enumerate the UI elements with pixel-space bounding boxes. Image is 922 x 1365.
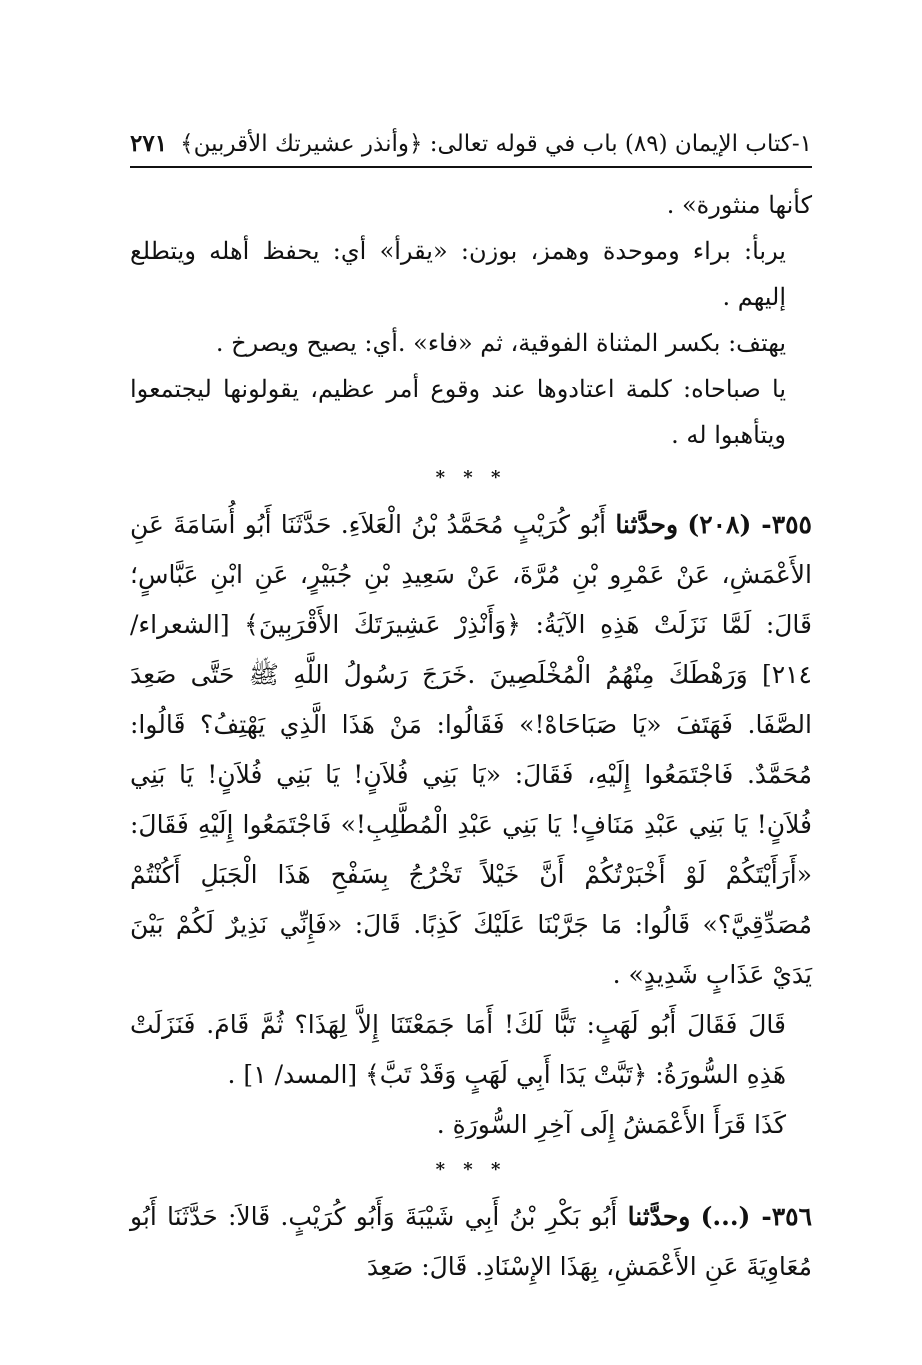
- hadith-356: [130, 1192, 812, 1292]
- hadith-356-paragraph: [130, 1192, 812, 1292]
- hadith-text: أَبُو بَكْرِ بْنُ أَبِي شَيْبَةَ وَأَبُو كُرَيْبٍ. قَالاَ: حَدَّثَنَا أَبُو مُعَاوِيَةَ عَنِ الأَعْمَشِ، بِهَذَا الإِسْنَادِ. قَالَ: صَعِدَ: [130, 1202, 812, 1281]
- page-body: [130, 182, 812, 1292]
- hadith-number: ٣٥٥- (٢٠٨): [687, 510, 812, 539]
- hadith-number: ٣٥٦- (...): [700, 1202, 813, 1231]
- glossary-line-1: كأنها منثورة» .: [666, 191, 812, 219]
- page-number: ٢٧١: [130, 130, 168, 157]
- glossary-entry-ya-sabahah: يا صباحاه: كلمة اعتادوها عند وقوع أمر عظيم، يقولونها ليجتمعوا ويتأهبوا له .: [130, 375, 787, 449]
- hadith-text: أَبُو كُرَيْبٍ مُحَمَّدُ بْنُ الْعَلاَءِ. حَدَّثَنَا أَبُو أُسَامَةَ عَنِ الأَعْمَشِ، عَنْ عَمْرِو بْنِ مُرَّةَ، عَنْ سَعِيدِ بْنِ جُبَيْرٍ، عَنِ ابْنِ عَبَّاسٍ؛ قَالَ: لَمَّا نَزَلَتْ هَذِهِ الآيَةُ: ﴿وَأَنْذِرْ عَشِيرَتَكَ الأَقْرَبِينَ﴾ [الشعراء/ ٢١٤] وَرَهْطَكَ مِنْهُمُ الْمُخْلَصِينَ .خَرَجَ رَسُولُ اللَّهِ ﷺ حَتَّى صَعِدَ الصَّفَا. فَهَتَفَ «يَا صَبَاحَاهْ!» فَقَالُوا: مَنْ هَذَا الَّذِي يَهْتِفُ؟ قَالُوا: مُحَمَّدٌ. فَاجْتَمَعُوا إِلَيْهِ، فَقَالَ: «يَا بَنِي فُلاَنٍ! يَا بَنِي فُلاَنٍ! يَا بَنِي فُلاَنٍ! يَا بَنِي عَبْدِ مَنَافٍ! يَا بَنِي عَبْدِ الْمُطَّلِبِ!» فَاجْتَمَعُوا إِلَيْهِ فَقَالَ: «أَرَأَيْتَكُمْ لَوْ أَخْبَرْتُكُمْ أَنَّ خَيْلاً تَخْرُجُ بِسَفْحِ هَذَا الْجَبَلِ أَكُنْتُمْ مُصَدِّقِيَّ؟» قَالُوا: مَا جَرَّبْنَا عَلَيْكَ كَذِبًا. قَالَ: «فَإِنِّي نَذِيرٌ لَكُمْ بَيْنَ يَدَيْ عَذَابٍ شَدِيدٍ» .: [130, 510, 812, 989]
- hadith-355-paragraph-3: كَذَا قَرَأَ الأَعْمَشُ إِلَى آخِرِ السُّورَةِ .: [436, 1110, 786, 1139]
- section-separator-2: * * *: [435, 1159, 507, 1180]
- section-separator: * * *: [435, 467, 507, 488]
- hadith-intro: وحدَّثنا: [615, 510, 679, 539]
- hadith-intro: وحدَّثنا: [627, 1202, 691, 1231]
- book-page: [130, 128, 812, 1292]
- hadith-355-paragraph-2: قَالَ فَقَالَ أَبُو لَهَبٍ: تَبًّا لَكَ! أَمَا جَمَعْتَنَا إِلاَّ لِهَذَا؟ ثُمَّ قَامَ. فَنَزَلَتْ هَذِهِ السُّورَةُ: ﴿تَبَّتْ يَدَا أَبِي لَهَبٍ وَقَدْ تَبَّ﴾ [المسد/ ١] .: [130, 1010, 786, 1089]
- glossary-entry-yahtif: يهتف: بكسر المثناة الفوقية، ثم «فاء» .أي: يصيح ويصرخ .: [215, 329, 786, 357]
- running-title: ١-كتاب الإيمان (٨٩) باب في قوله تعالى: ﴿وأنذر عشيرتك الأقربين﴾: [180, 131, 812, 157]
- glossary-entry-yarba: يربأ: براء وموحدة وهمز، بوزن: «يقرأ» أي: يحفظ أهله ويتطلع إليهم .: [130, 237, 786, 311]
- page-header: [130, 128, 812, 168]
- hadith-355-paragraph: [130, 500, 812, 1000]
- hadith-355: [130, 500, 812, 1150]
